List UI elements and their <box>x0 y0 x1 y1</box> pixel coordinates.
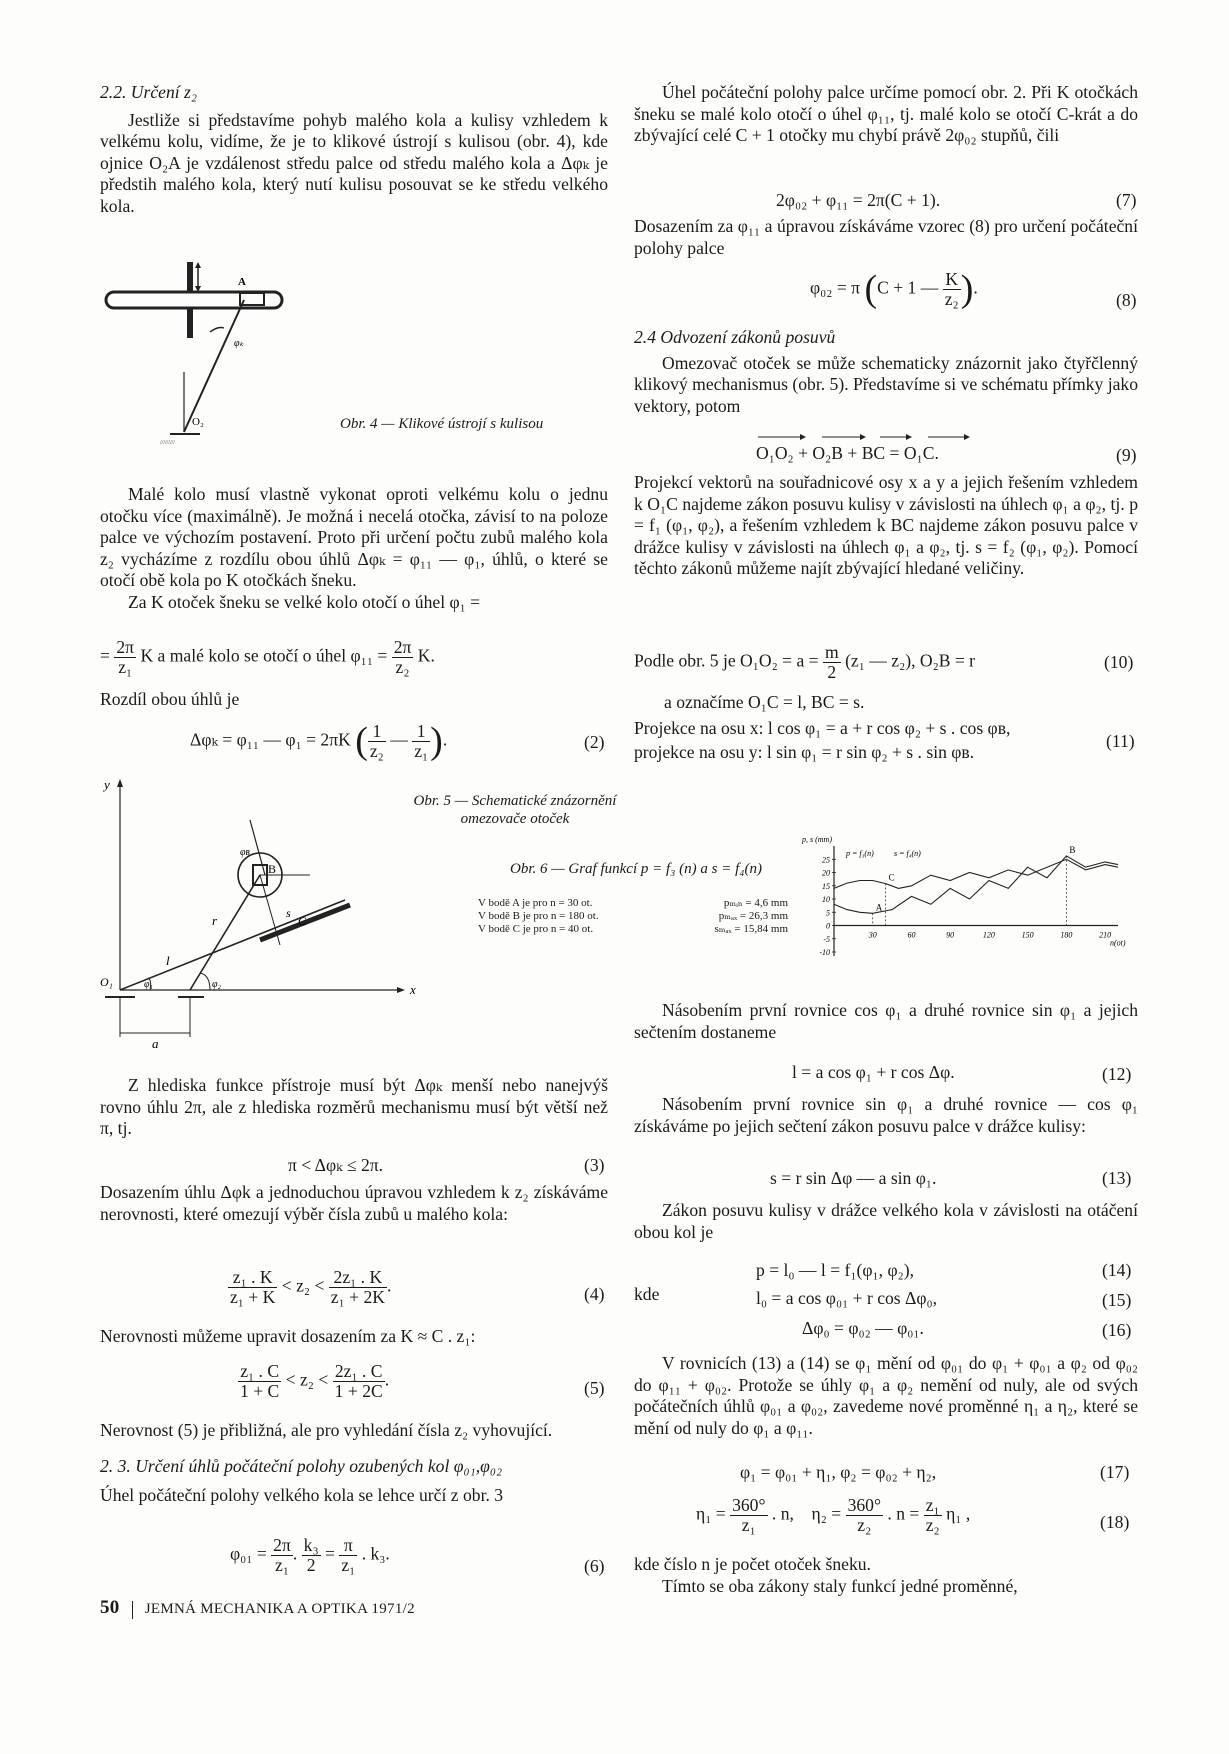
equation-2: Δφₖ = φ₁₁ — φ₁ = 2πK ( $\frac{1}{\text{z₂}}$ — $\frac{1}{\text{z₁}}$ ). <box>190 719 448 762</box>
chart-y-tick-label: 20 <box>822 868 830 878</box>
right-column <box>634 1000 1138 1043</box>
equation-18: η₁ = $\frac{360^\circ}{\text{z₁}}$ . n, η₂ = $\frac{360^\circ}{\text{z₂}}$ . n = $\frac{\text{z₁}}{\text{z₂}}$ η₁ , <box>696 1495 971 1535</box>
chart-point-label: B <box>1069 844 1076 855</box>
paragraph: Dosazením za φ₁₁ a úpravou získáváme vzorec (8) pro určení počáteční polohy palce <box>634 216 1138 258</box>
chart-x-tick-label: 150 <box>1021 930 1034 940</box>
figure-6-note: V bodě C je pro n = 40 ot. sₘₐₓ = 15,84 mm <box>478 923 788 935</box>
equation-number: (18) <box>1100 1512 1130 1532</box>
journal-name: JEMNÁ MECHANIKA A OPTIKA 1971/2 <box>144 1601 415 1617</box>
paragraph: Nerovnosti můžeme upravit dosazením za K ≈ C . z₁: <box>100 1326 476 1346</box>
page-footer <box>100 1597 415 1621</box>
fig5-label-phiB: φʙ <box>240 847 250 858</box>
paragraph: Rozdíl obou úhlů je <box>100 689 240 709</box>
chart-x-tick-label: 90 <box>946 930 955 940</box>
equation-3: π < Δφₖ ≤ 2π. <box>288 1155 384 1175</box>
figure-6-notes <box>478 897 788 936</box>
page-number: 50 <box>100 1597 120 1618</box>
equation-7: 2φ₀₂ + φ₁₁ = 2π(C + 1). <box>776 190 941 210</box>
equation-4: $\frac{\text{z₁ . K}}{\text{z₁ + K}}$ < z₂ < $\frac{\text{2z₁ . K}}{\text{z₁ + 2K}}$ . <box>230 1267 392 1307</box>
fig5-axis-y: y <box>104 777 110 792</box>
fig4-label-phi: φₖ <box>234 338 244 349</box>
fig5-label-C: C <box>298 914 307 928</box>
equation-8: φ₀₂ = π (C + 1 — $\frac{K}{\text{z₂}}$ ). <box>810 267 978 310</box>
paragraph: Násobením první rovnice cos φ₁ a druhé rovnice sin φ₁ a jejich sečtením dostaneme <box>634 1000 1138 1042</box>
section-heading-2-3: 2. 3. Určení úhlů počáteční polohy ozubených kol φ₀₁,φ₀₂ <box>100 1455 503 1476</box>
paragraph: Z hlediska funkce přístroje musí být Δφₖ menší nebo nanejvýš rovno úhlu 2π, ale z hlediska rozměrů mechanismu musí být větší než π, tj. <box>100 1075 608 1138</box>
paragraph: Jestliže si představíme pohyb malého kola a kulisy vzhledem k velkému kolu, vidíme, že je to klikové ústrojí s kulisou (obr. 4), kde ojnice O₂A je vzdálenost středu palce od středu malého kola a Δφₖ je předstih malého kola, který nutí kulisu posouvat se ke středu velkého kola. <box>100 109 608 216</box>
figure-6-note: V bodě A je pro n = 30 ot. pₘᵢₙ = 4,6 mm <box>478 897 788 909</box>
chart-y-tick-label: 25 <box>822 855 830 865</box>
equation-number: (6) <box>584 1556 605 1576</box>
equation-11a: Projekce na osu x: l cos φ₁ = a + r cos φ₂ + s . cos φʙ, <box>634 718 1011 738</box>
paragraph: Úhel počáteční polohy velkého kola se lehce určí z obr. 3 <box>100 1485 504 1505</box>
paragraph: a označíme O₁C = l, BC = s. <box>664 692 865 712</box>
equation-9: O₁O₂ + O₂B + BC = O₁C. <box>756 443 939 463</box>
equation-number: (8) <box>1116 290 1137 310</box>
equation-5: $\frac{\text{z₁ . C}}{1 + C}$ < z₂ < $\frac{\text{2z₁ . C}}{1 + 2C}$ . <box>240 1361 390 1401</box>
chart-y-tick-label: -10 <box>819 948 830 957</box>
chart-y-tick-label: 15 <box>822 881 830 891</box>
paragraph: Dosazením úhlu Δφk a jednoduchou úpravou vzhledem k z₂ získáváme nerovnosti, které omezují výběr čísla zubů u malého kola: <box>100 1182 608 1224</box>
chart-x-tick-label: 60 <box>907 930 916 940</box>
section-heading-2-4: 2.4 Odvození zákonů posuvů <box>634 327 836 347</box>
figure-6-chart <box>800 832 1140 972</box>
chart-y-label: p, s (mm) <box>802 835 832 844</box>
fig4-label-O2: O₂ <box>192 416 204 428</box>
right-column <box>634 1200 1138 1243</box>
equation-16: Δφ₀ = φ₀₂ — φ₀₁. <box>802 1318 924 1338</box>
paragraph: Malé kolo musí vlastně vykonat oproti velkému kolu o jednu otočku více (maximálně). Je možná i necelá otočka, závisí to na poloze palce ve výchozím postavení. Proto při určení počtu zubů malého kola z₂ vycházíme z rozdílu obou úhlů Δφₖ = φ₁₁ — φ₁, úhlů, o které se otočí obě kola po K otočkách šneku. <box>100 484 608 590</box>
left-column-body <box>100 484 608 613</box>
paragraph: Úhel počáteční polohy palce určíme pomocí obr. 2. Při K otočkách šneku se malé kolo otočí o úhel φ₁₁, tj. malé kolo se otočí C-krát a do zbývající celé C + 1 otočky mu chybí právě 2φ₀₂ stupňů, čili <box>634 82 1138 145</box>
fig4-label-A: A <box>238 276 246 288</box>
paragraph: V rovnicích (13) a (14) se φ₁ mění od φ₀₁ do φ₁ + φ₀₁ a φ₂ od φ₀₂ do φ₁₁ + φ₀₂. Protože se úhly φ₁ a φ₂ nemění od nuly, ale od svých počátečních úhlů φ₀₁ a φ₀₂, zavedeme nové proměnné η₁ a η₂, které se mění od nuly do φ₁ a φ₁₁. <box>634 1353 1138 1438</box>
chart-y-tick-label: 10 <box>822 895 830 905</box>
equation-number: (12) <box>1102 1064 1132 1084</box>
paragraph: Nerovnost (5) je přibližná, ale pro vyhledání čísla z₂ vyhovující. <box>100 1420 553 1440</box>
paragraph: Tímto se oba zákony staly funkcí jedné proměnné, <box>662 1575 1018 1596</box>
chart-series-label: s = f₄(n) <box>894 849 921 858</box>
chart-x-tick-label: 180 <box>1060 930 1073 940</box>
chart-x-tick-label: 210 <box>1099 930 1112 940</box>
fig5-axis-x: x <box>410 982 416 997</box>
paragraph: Projekcí vektorů na souřadnicové osy x a y a jejich řešením vzhledem k O₁C najdeme zákon posuvu kulisy v závislosti na úhlech φ₁ a φ₂, tj. p = f₁ (φ₁, φ₂), a řešením vzhledem k BC najdeme zákon posuvu palce v drážce kulisy v závislosti na úhlech φ₁ a φ₂, tj. s = f₂ (φ₁, φ₂). Pomocí těchto zákonů můžeme najít zbývající hledané veličiny. <box>634 472 1138 578</box>
figure-5-caption: Obr. 5 — Schematické znázornění omezovače otoček <box>413 793 617 827</box>
paragraph: Za K otoček šneku se velké kolo otočí o úhel φ₁ = <box>128 591 481 612</box>
chart-point-label: C <box>888 872 895 883</box>
chart-y-tick-label: 0 <box>826 921 830 931</box>
fig5-label-s: s <box>286 906 291 920</box>
equation-15: l₀ = a cos φ₀₁ + r cos Δφ₀, <box>756 1288 938 1308</box>
equation-14: p = l₀ — l = f₁(φ₁, φ₂), <box>756 1260 915 1280</box>
kde-label: kde <box>634 1284 660 1304</box>
equation-12: l = a cos φ₁ + r cos Δφ. <box>792 1062 955 1082</box>
svg-text://///////: ///////// <box>160 440 176 446</box>
fig5-label-r: r <box>212 913 218 928</box>
paragraph: Násobením první rovnice sin φ₁ a druhé rovnice — cos φ₁ získáváme po jejich sečtení zákon posuvu palce v drážce kulisy: <box>634 1094 1138 1136</box>
vector-arrows <box>756 432 986 442</box>
fig5-label-a: a <box>152 1036 159 1051</box>
chart-point-label: A <box>875 902 883 913</box>
equation-number: (2) <box>584 732 605 752</box>
right-column <box>634 1353 1138 1439</box>
equation-number: (16) <box>1102 1320 1132 1340</box>
right-column <box>634 472 1138 580</box>
fig5-label-O1: O₁ <box>100 975 113 989</box>
fig5-label-phi2: φ₂ <box>212 979 222 990</box>
paragraph: kde číslo n je počet otoček šneku. <box>634 1554 871 1574</box>
fig5-label-B: B <box>268 862 277 876</box>
paragraph: Omezovač otoček se může schematicky znázornit jako čtyřčlenný klikový mechanismus (obr. 5). Představíme si ve schématu přímky jako vektory, potom <box>634 352 1138 416</box>
equation-number: (9) <box>1116 445 1137 465</box>
figure-6-note: V bodě B je pro n = 180 ot. pₘₐₓ = 26,3 mm <box>478 910 788 922</box>
equation-number: (7) <box>1116 190 1137 210</box>
section-heading-2-2: 2.2. Určení z₂ <box>100 82 198 102</box>
figure-4-caption: Obr. 4 — Klikové ústrojí s kulisou <box>340 416 544 432</box>
equation-number: (13) <box>1102 1168 1132 1188</box>
left-column <box>100 82 608 217</box>
equation-number: (4) <box>584 1284 605 1304</box>
figure-6-caption: Obr. 6 — Graf funkcí p = f₃ (n) a s = f₄(n) <box>510 861 762 877</box>
right-column <box>634 1554 1138 1597</box>
right-column <box>634 216 1138 259</box>
equation-17: φ₁ = φ₀₁ + η₁, φ₂ = φ₀₂ + η₂, <box>740 1462 937 1482</box>
chart-y-tick-label: 5 <box>826 908 830 918</box>
right-column <box>634 1094 1138 1137</box>
chart-series-label: p = f₃(n) <box>846 849 874 858</box>
paragraph: Zákon posuvu kulisy v drážce velkého kola v závislosti na otáčení obou kol je <box>634 1200 1138 1242</box>
equation-number: (14) <box>1102 1260 1132 1280</box>
equation-10: Podle obr. 5 je O₁O₂ = a = $\frac{m}{2}$ (z₁ — z₂), O₂B = r <box>634 642 976 682</box>
equation-number: (5) <box>584 1378 605 1398</box>
figure-4-crank-mechanism <box>100 262 310 452</box>
chart-y-tick-label: -5 <box>823 934 830 944</box>
equation-number: (17) <box>1100 1462 1130 1482</box>
chart-x-tick-label: 120 <box>982 930 995 940</box>
chart-x-label: n(ot) <box>1110 938 1126 948</box>
equation-number: (3) <box>584 1155 605 1175</box>
equation-number: (10) <box>1104 652 1134 672</box>
equation-number: (11) <box>1106 731 1135 751</box>
fig5-label-phi1: φ₁ <box>144 979 154 990</box>
inline-angle-formula: = $\frac{2\pi}{\text{z₁}}$ K a malé kolo se otočí o úhel φ₁₁ = $\frac{2\pi}{\text{z₂}}$ K. <box>100 637 435 677</box>
equation-13: s = r sin Δφ — a sin φ₁. <box>770 1168 937 1188</box>
figure-5-schematic <box>100 775 450 1055</box>
right-column <box>634 327 1138 417</box>
fig5-label-l: l <box>166 953 170 968</box>
chart-x-tick-label: 30 <box>868 930 877 940</box>
equation-number: (15) <box>1102 1290 1132 1310</box>
chart-series-line <box>834 859 1118 888</box>
left-column-lower <box>100 1075 608 1140</box>
left-column-lower <box>100 1182 608 1225</box>
equation-11b: projekce na osu y: l sin φ₁ = r sin φ₂ + s . sin φʙ. <box>634 742 975 762</box>
right-column <box>634 82 1138 147</box>
left-column-lower <box>100 1420 608 1507</box>
equation-6: φ₀₁ = $\frac{2\pi}{\text{z₁}}$ . $\frac{\text{k₃}}{2}$ = $\frac{\pi}{\text{z₁}}$ . k₃. <box>230 1535 390 1575</box>
